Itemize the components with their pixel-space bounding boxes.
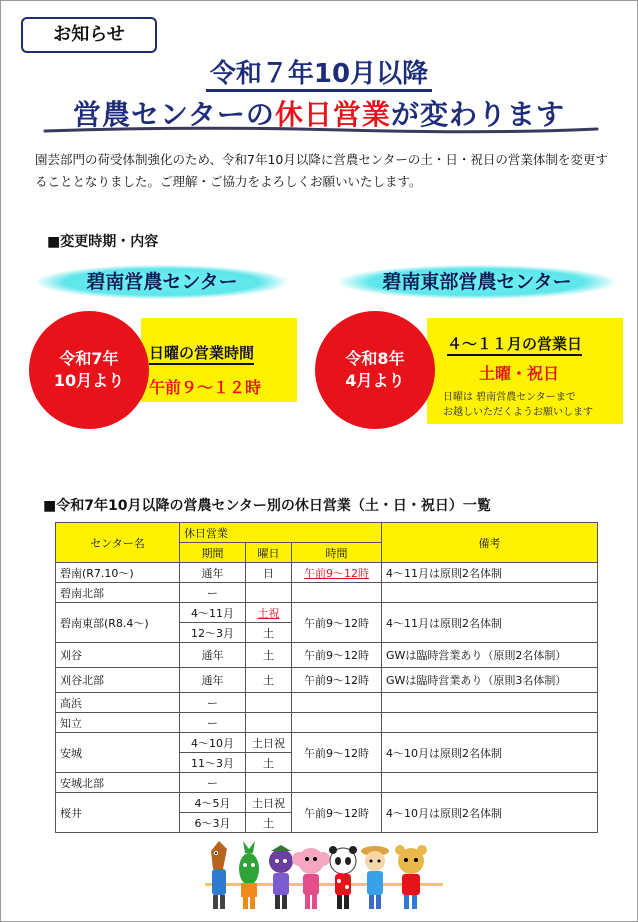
cell-day: 土 — [246, 643, 292, 668]
table-row — [56, 713, 598, 733]
cell-remarks: 4～10月は原則2名体制 — [382, 733, 598, 773]
cell-period: 通年 — [180, 668, 246, 693]
cell-name: 刈谷 — [56, 643, 180, 668]
cell-period: ー — [180, 773, 246, 793]
cell-day: 日 — [246, 563, 292, 583]
right-days: 土曜・祝日 — [479, 364, 560, 383]
left-circle-line1: 令和7年 — [59, 349, 119, 368]
cell-period: 4～5月 — [180, 793, 246, 813]
cell-day: 土祝 — [246, 603, 292, 623]
title-line1-text: 令和７年10月以降 — [206, 59, 432, 92]
cell-name: 桜井 — [56, 793, 180, 833]
table-row — [56, 668, 598, 693]
cell-remarks: GWは臨時営業あり（原則3名体制） — [382, 668, 598, 693]
title-line2-highlight: 休日営業 — [274, 98, 391, 131]
right-circle-line2: 4月より — [345, 371, 405, 390]
cell-remarks: GWは臨時営業あり（原則2名体制） — [382, 643, 598, 668]
cell-remarks: 4～10月は原則2名体制 — [382, 793, 598, 833]
left-time: 午前９～１２時 — [149, 378, 262, 397]
title-line2-part-a: 営農センターの — [73, 98, 275, 131]
title-brush-underline — [43, 125, 599, 135]
right-circle-line1: 令和8年 — [345, 349, 405, 368]
cell-day: 土日祝 — [246, 733, 292, 753]
left-circle-line2: 10月より — [53, 371, 125, 390]
cell-period: 12～3月 — [180, 623, 246, 643]
header-center: センター名 — [56, 523, 180, 563]
title-line1 — [1, 53, 637, 90]
right-note-line2: お越しいただくようお願いします — [443, 407, 593, 418]
cell-period: ー — [180, 583, 246, 603]
carrot-mascot-icon — [239, 841, 259, 909]
cell-day: 土 — [246, 753, 292, 773]
center-banner-hekinan: 碧南営農センター — [37, 265, 287, 299]
straw-hat-mascot-icon — [361, 846, 389, 909]
right-note-line1: 日曜は 碧南営農センターまで — [443, 392, 576, 403]
table-row — [56, 643, 598, 668]
header-day: 曜日 — [246, 543, 292, 563]
center-banner-hekinan-east: 碧南東部営農センター — [339, 265, 615, 299]
cell-time: 午前9～12時 — [292, 603, 382, 643]
table-row — [56, 793, 598, 813]
left-start-circle — [29, 311, 149, 429]
cell-day: 土 — [246, 623, 292, 643]
section-heading-list: ■令和7年10月以降の営農センター別の休日営業（土・日・祝日）一覧 — [43, 498, 491, 514]
cell-time: 午前9～12時 — [292, 793, 382, 833]
cell-name: 知立 — [56, 713, 180, 733]
cell-time: 午前9～12時 — [292, 563, 382, 583]
elephant-mascot-icon — [292, 848, 330, 909]
cell-name: 高浜 — [56, 693, 180, 713]
table-row — [56, 733, 598, 753]
mascot-characters-icon — [205, 839, 443, 913]
cell-period: 11～3月 — [180, 753, 246, 773]
cell-remarks: 4～11月は原則2名体制 — [382, 603, 598, 643]
cell-name: 碧南北部 — [56, 583, 180, 603]
left-heading: 日曜の営業時間 — [149, 342, 254, 365]
right-note — [443, 390, 593, 420]
cell-period: 通年 — [180, 563, 246, 583]
holiday-schedule-table — [55, 522, 598, 833]
cell-remarks: 4～11月は原則2名体制 — [382, 563, 598, 583]
table-row — [56, 563, 598, 583]
section-heading-change: ■変更時期・内容 — [47, 234, 159, 250]
table-row — [56, 583, 598, 603]
cell-time: 午前9～12時 — [292, 668, 382, 693]
table-header-row — [56, 523, 598, 543]
cell-period: ー — [180, 713, 246, 733]
cell-day: 土日祝 — [246, 793, 292, 813]
header-holiday: 休日営業 — [180, 523, 382, 543]
right-heading: ４～１１月の営業日 — [447, 333, 582, 356]
cell-period: 6～3月 — [180, 813, 246, 833]
bear-mascot-icon — [395, 845, 427, 909]
cell-time: 午前9～12時 — [292, 733, 382, 773]
title-line2-part-c: が変わります — [390, 98, 565, 131]
cell-day: 土 — [246, 668, 292, 693]
cell-name: 安城北部 — [56, 773, 180, 793]
cell-period: ー — [180, 693, 246, 713]
table-row — [56, 693, 598, 713]
cell-name: 碧南東部(R8.4～) — [56, 603, 180, 643]
cell-period: 4～11月 — [180, 603, 246, 623]
notice-badge: お知らせ — [21, 17, 157, 53]
table-row — [56, 773, 598, 793]
cell-name: 碧南(R7.10～) — [56, 563, 180, 583]
eggplant-mascot-icon — [269, 845, 293, 909]
intro-text: 園芸部門の荷受体制強化のため、令和7年10月以降に営農センターの土・日・祝日の営業体制を変更することとなりました。ご理解・ご協力をよろしくお願いいたします。 — [35, 152, 608, 189]
cell-name: 刈谷北部 — [56, 668, 180, 693]
cell-period: 通年 — [180, 643, 246, 668]
cell-time: 午前9～12時 — [292, 643, 382, 668]
panda-mascot-icon — [329, 846, 357, 909]
table-row — [56, 603, 598, 623]
horse-mascot-icon — [211, 841, 227, 909]
cell-period: 4～10月 — [180, 733, 246, 753]
header-period: 期間 — [180, 543, 246, 563]
header-remarks: 備考 — [382, 523, 598, 563]
header-time: 時間 — [292, 543, 382, 563]
right-start-circle — [315, 311, 435, 429]
cell-name: 安城 — [56, 733, 180, 773]
cell-day: 土 — [246, 813, 292, 833]
